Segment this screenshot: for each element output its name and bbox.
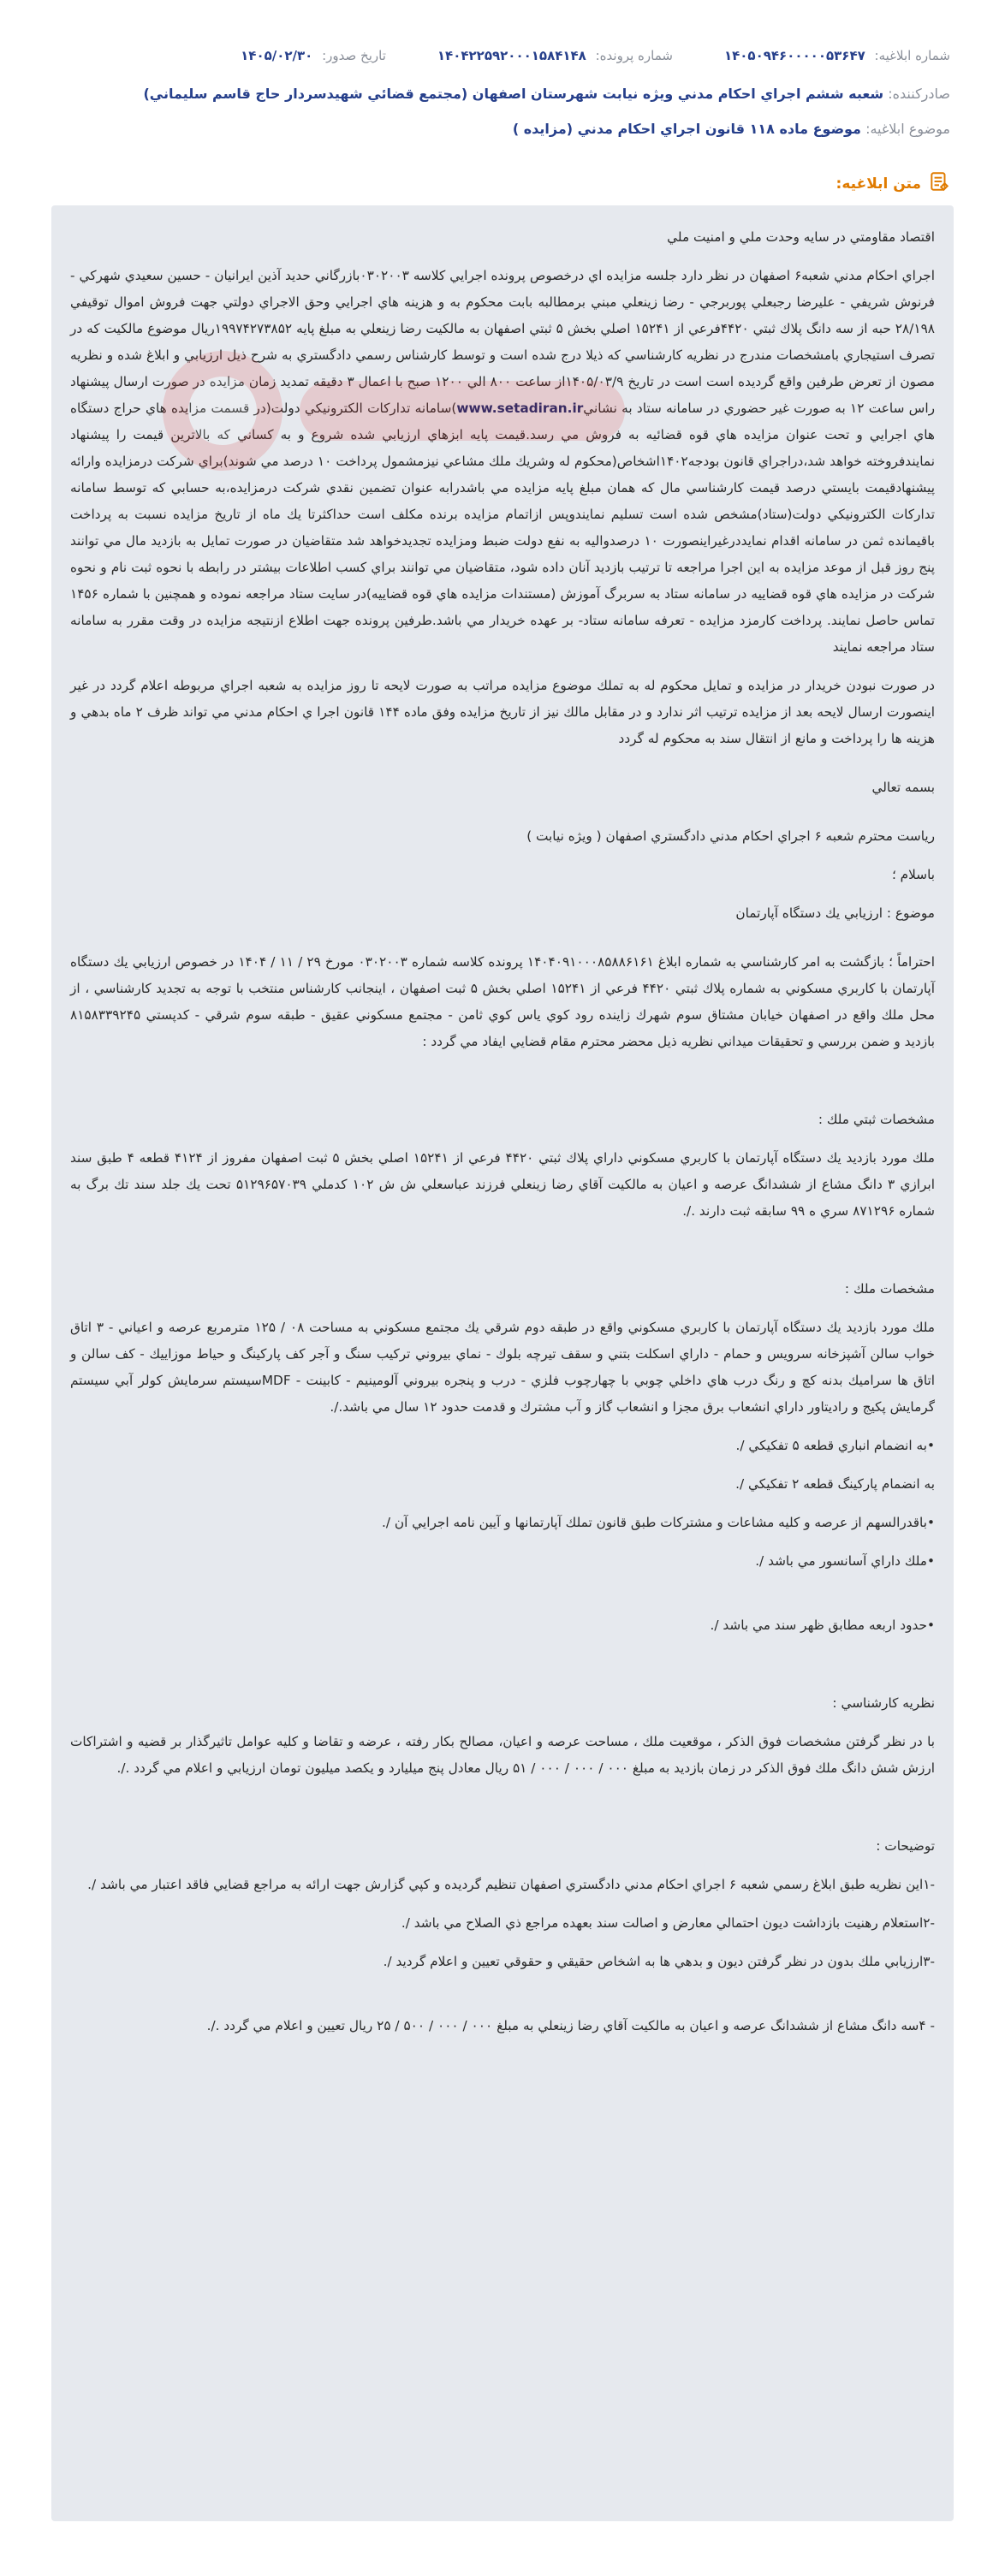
case-number-value: ۱۴۰۴۲۲۵۹۲۰۰۰۱۵۸۴۱۴۸ bbox=[437, 48, 586, 63]
body-p12: ملك مورد بازديد يك دستگاه آپارتمان با كاربري مسكوني واقع در طبقه دوم شرقي يك مجتمع مسكوني به مساحت ۰۸ / ۱۲۵ مترمربع عرصه و اعياني - ۳ اتاق خواب سالن آشپزخانه سرويس و حمام - داراي اسكلت بتني و سقف تيرچه بلوك - نماي بيروني تركيب سنگ و آجر كف پاركينگ و حياط موزاييك - كف سالن و اتاق ها سراميك بدنه كچ و رنگ درب هاي داخلي چوبي با چهارچوب فلزي - درب و پنجره بيروني آلومينيم - كابينت - MDFسيستم سرمايش كولر آبي سيستم گرمايش پكيج و راديتاور داراي انشعاب برق مجزا و انشعاب گاز و آب مشترك و قدمت حدود ۱۲ سال مي باشد./. bbox=[70, 1320, 935, 1415]
body-p3: در صورت نبودن خريدار در مزايده و تمايل محكوم له به تملك موضوع مزايده مراتب به صورت لايحه تا روز مزايده به شعبه اجراي مربوطه اعلام گردد در غير اينصورت ارسال لايحه بعد از مزايده ترتيب اثر ندارد و در مقابل مالك نيز از تاريخ مزايده وفق ماده ۱۴۴ قانون اجرا ي احكام مدني مي تواند ظرف ۲ ماه بدهي و هزينه ها را پرداخت و مانع از انتقال سند به محكوم له گردد bbox=[70, 678, 935, 746]
body-p2 bbox=[70, 263, 935, 661]
notice-number bbox=[724, 48, 950, 63]
body-p14: به انضمام پاركينگ قطعه ۲ تفكيكي /. bbox=[735, 1476, 935, 1492]
body-p21: -۱اين نظريه طبق ابلاغ رسمي شعبه ۶ اجراي احكام مدني دادگستري اصفهان تنظيم گرديده و كپي گزارش جهت ارائه به مراجع قضايي فاقد اعتبار مي باشد /. bbox=[87, 1877, 935, 1892]
header-meta-row bbox=[55, 48, 950, 63]
setad-site-link[interactable]: www.setadiran.ir bbox=[456, 401, 584, 416]
subject-value: موضوع ماده ۱۱۸ قانون اجراي احكام مدني (مزايده ) bbox=[512, 121, 861, 137]
notice-number-value: ۱۴۰۵۰۹۴۶۰۰۰۰۰۵۳۶۴۷ bbox=[723, 48, 865, 63]
body-p16: •ملك داراي آسانسور مي باشد /. bbox=[755, 1553, 935, 1569]
body-p19: با در نظر گرفتن مشخصات فوق الذكر ، موقعيت ملك ، مساحت عرصه و اعيان، مصالح بكار رفته ، عرضه و تقاضا و كليه عوامل تاثيرگذار بر قضيه و اشتراكات ارزش شش دانگ ملك فوق الذكر در زمان بازديد به مبلغ ۰۰۰ / ۰۰۰ / ۰۰۰ / ۵۱ ريال معادل پنج ميليارد و يكصد ميليون تومان ارزيابي و اعلام مي گردد ./. bbox=[70, 1734, 935, 1776]
body-p15: •باقدرالسهم از عرصه و كليه مشاعات و مشتركات طبق قانون تملك آپارتمانها و آيين نامه اجرايي آن /. bbox=[381, 1515, 935, 1530]
body-p9: مشخصات ثبتي ملك : bbox=[818, 1112, 935, 1127]
body-p1: اقتصاد مقاومتي در سايه وحدت ملي و امنيت ملي bbox=[667, 229, 935, 245]
body-p20: توضيحات : bbox=[876, 1838, 935, 1854]
body-p2b-text: )سامانه تداركات الكترونيكي دولت(در قسمت مزايده هاي حراج دستگاه هاي اجرايي و تحت عنوان مزايده هاي قوه قضائيه به فروش مي رسد.قيمت پايه ابزهاي ارزيابي شده شروع و به كساني كه بالاترين قيمت را پيشنهاد نمايندفروخته خواهد شد،دراجراي قانون بودجه۱۴۰۲اشخاص(محكوم له وشريك ملك مشاعي نيزمشمول پرداخت ۱۰ درصد مي شوند)براي شركت درمزايده وارائه پيشنهادقيمت بايستي درصد قيمت كارشناسي مال كه همان مبلغ پايه مزايده مي باشدرابه عنوان تضمين نقدي شركت درمزايده،به حسابي كه توسط سامانه تداركات الكترونيكي دولت(ستاد)مشخص شده است تسليم نمايندوپس ازاتمام مزايده برنده مكلف است حداكثرتا يك ماه از تاريخ مزايده نسبت به پرداخت باقيمانده ثمن در سامانه اقدام نمايددرغيراينصورت ۱۰ درصدواليه به نفع دولت ضبط ومزايده تجديدخواهد شد متقاضيان در صورت تمايل به بازديد مال مي توانند پنج روز قبل از موعد مزايده به اين اجرا مراجعه تا ترتيب بازديد آنان داده شود، متقاضيان مي توانند براي كسب اطلاعات بيشتر در رابطه با نحوه ثبت نام و نحوه شركت در مزايده هاي قوه قضاييه در سامانه ستاد به سربرگ آموزش (مستندات مزايده هاي قوه قضاييه)در سايت ستاد مراجعه نموده و همچنين با شماره ۱۴۵۶ تماس حاصل نمايند. پرداخت كارمزد مزايده - تعرفه سامانه ستاد- بر عهده خريدار مي باشد.طرفين پرونده جهت اطلاع ازنتيجه مزايده در وقت مقرر به سامانه ستاد مراجعه نمايند bbox=[70, 401, 935, 655]
body-p10: ملك مورد بازديد يك دستگاه آپارتمان با كاربري مسكوني داراي پلاك ثبتي ۴۴۲۰ فرعي از ۱۵۲۴۱ اصلي بخش ۵ ثبت اصفهان مفروز از ۴۱۲۴ قطعه ۴ طبق سند ابرازي ۳ دانگ مشاع از ششدانگ عرصه و اعيان به مالكيت آقاي رضا زينعلي فرزند عباسعلي ش ش ۱۰۲ كدملي ۵۱۲۹۶۵۷۰۳۹ تحت يك جلد سند تك برگ به شماره ۸۷۱۲۹۶ سري ه ۹۹ سابقه ثبت دارند ./. bbox=[70, 1150, 936, 1219]
body-p23: -۳ارزيابي ملك بدون در نظر گرفتن ديون و بدهي ها به اشخاص حقيقي و حقوقي تعيين و اعلام گرديد /. bbox=[383, 1954, 935, 1969]
notice-body bbox=[51, 205, 954, 2521]
issue-date-label: تاريخ صدور: bbox=[322, 48, 386, 63]
body-p6: باسلام ؛ bbox=[891, 867, 935, 882]
body-p13: •به انضمام انباري قطعه ۵ تفكيكي /. bbox=[735, 1438, 935, 1453]
document-text-icon bbox=[928, 170, 950, 197]
issue-date-value: ۱۴۰۵/۰۲/۳۰ bbox=[241, 48, 313, 63]
body-p22: -۲استعلام رهنيت بازداشت ديون احتمالي معارض و اصالت سند بعهده مراجع ذي الصلاح مي باشد /. bbox=[401, 1915, 935, 1931]
body-p17: •حدود اربعه مطابق ظهر سند مي باشد /. bbox=[710, 1617, 935, 1633]
body-p18: نظريه كارشناسي : bbox=[832, 1695, 935, 1711]
notice-text-title: متن ابلاغيه: bbox=[836, 175, 921, 193]
body-p2-text: اجراي احكام مدني شعبه۶ اصفهان در نظر دارد جلسه مزايده اي درخصوص پرونده اجرايي كلاسه ۰۳۰۲۰۰۳بازرگاني حديد آذين ايرانيان - حسين سعيدي شهركي - فرنوش شريفي - عليرضا رجبعلي پوربرجي - رضا زينعلي مبني برمطالبه بابت محكوم به و هزينه هاي اجرايي وحق الاجراي دولتي جهت فروش اموال توقيفي ۲۸/۱۹۸ حبه از سه دانگ پلاك ثبتي ۴۴۲۰فرعي از ۱۵۲۴۱ اصلي بخش ۵ ثبتي اصفهان به مالكيت رضا زينعلي به مبلغ پايه ۱۹۹۷۴۲۷۳۸۵۲ريال موضوع مالكيت كه در تصرف استيجاري بامشخصات مندرج در نظريه كارشناسي كه ذيلا درج شده است و توسط كارشناس رسمي دادگستري به شرح ذيل ارزيابي و ابلاغ شده و نظريه مصون از تعرض طرفين واقع گرديده است است در تاريخ ۱۴۰۵/۰۳/۹از ساعت ۸۰۰ الي ۱۲۰۰ صبح با اعمال ۳ دقيقه تمديد زمان مزايده در صورت ارسال پيشنهاد راس ساعت ۱۲ به صورت غير حضوري در سامانه ستاد به نشاني bbox=[70, 268, 935, 416]
body-p11: مشخصات ملك : bbox=[844, 1281, 935, 1297]
issuer-row bbox=[55, 86, 950, 102]
issuer-label: صادرکننده: bbox=[888, 86, 950, 102]
body-p8: احتراماً ؛ بازگشت به امر كارشناسي به شماره ابلاغ ۱۴۰۴۰۹۱۰۰۰۸۵۸۸۶۱۶۱ پرونده كلاسه شماره ۰۳۰۲۰۰۳ مورخ ۲۹ / ۱۱ / ۱۴۰۴ در خصوص ارزيابي يك دستگاه آپارتمان با كاربري مسكوني به شماره پلاك ثبتي ۴۴۲۰ فرعي از ۱۵۲۴۱ اصلي بخش ۵ ثبت اصفهان ، اينجانب كارشناس منتخب با توجه به تجديد كارشناسي ، از محل ملك واقع در اصفهان خيابان مشتاق سوم شهرك زاينده رود كوي ياس كوي ثامن - مجتمع مسكوني عقيق - طبقه سوم شرقي - كدپستي ۸۱۵۸۳۳۹۲۴۵ بازديد و ضمن بررسي و تحقيقات ميداني نظريه ذيل محضر محترم مقام قضايي ايفاد مي گردد : bbox=[70, 954, 935, 1049]
body-p24: - ۴سه دانگ مشاع از ششدانگ عرصه و اعيان به مالكيت آقاي رضا زينعلي به مبلغ ۰۰۰ / ۰۰۰ / ۵۰۰ / ۲۵ ريال تعيين و اعلام مي گردد ./. bbox=[206, 2018, 935, 2033]
subject-label: موضوع ابلاغيه: bbox=[865, 121, 950, 137]
issuer-value: شعبه ششم اجراي احكام مدني ويژه نيابت شهرستان اصفهان (مجتمع قضائي شهيدسردار حاج قاسم سليماني) bbox=[143, 86, 884, 102]
body-p7: موضوع : ارزيابي يك دستگاه آپارتمان bbox=[735, 905, 935, 921]
notice-text-heading bbox=[836, 170, 950, 197]
case-number bbox=[437, 48, 673, 63]
subject-row bbox=[55, 121, 950, 137]
notice-number-label: شماره ابلاغيه: bbox=[874, 48, 950, 63]
body-p5: رياست محترم شعبه ۶ اجراي احكام مدني دادگستري اصفهان ( ويژه نيابت ) bbox=[526, 828, 935, 844]
issue-date bbox=[241, 48, 386, 63]
body-p4: بسمه تعالي bbox=[871, 780, 935, 795]
case-number-label: شماره پرونده: bbox=[595, 48, 673, 63]
